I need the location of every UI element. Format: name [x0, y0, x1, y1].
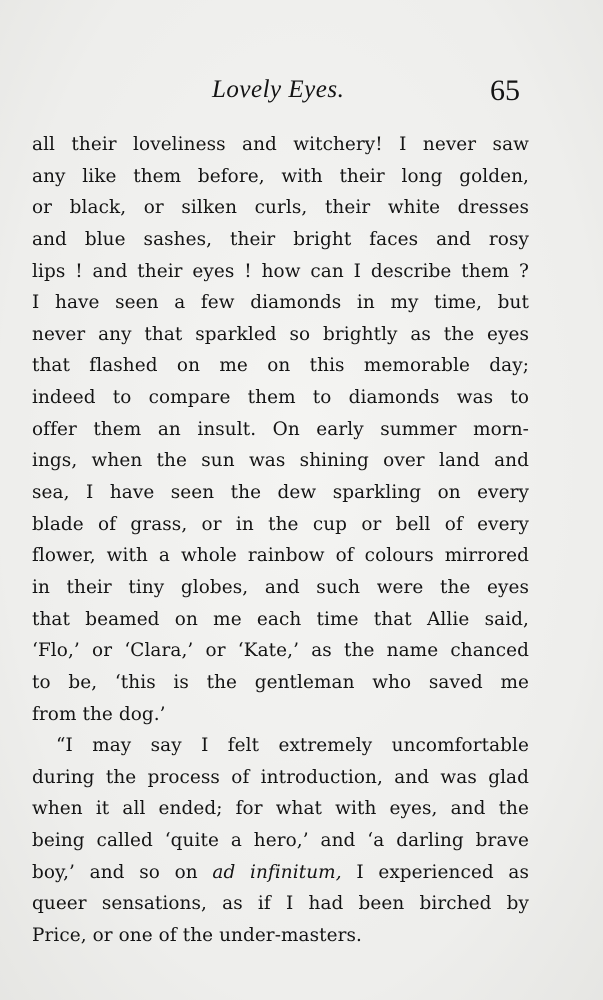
text-line: to be, ‘this is the gentleman who saved me [32, 671, 529, 693]
text-line: lips ! and their eyes ! how can I describe them ? [32, 260, 529, 282]
text-line: flower, with a whole rainbow of colours mirrored [32, 545, 529, 567]
text-line: all their loveliness and witchery! I never saw [32, 134, 529, 155]
text-line: that beamed on me each time that Allie said, [32, 608, 529, 630]
text-line-with-italic [32, 857, 529, 889]
text-segment: boy,’ and so on [32, 861, 198, 883]
body-text [32, 129, 529, 952]
running-title: Lovely Eyes. [212, 76, 345, 103]
text-segment: I experienced as [356, 861, 529, 883]
text-line: indeed to compare them to diamonds was to [32, 387, 529, 409]
text-line: blade of grass, or in the cup or bell of every [32, 513, 529, 535]
text-line: in their tiny globes, and such were the eyes [32, 576, 529, 598]
text-line: when it all ended; for what with eyes, and the [32, 798, 529, 820]
paragraph-start-line: “I may say I felt extremely uncomfortable [56, 735, 529, 757]
page-number: 65 [490, 74, 520, 107]
text-line: ‘Flo,’ or ‘Clara,’ or ‘Kate,’ as the name chanced [32, 640, 529, 662]
text-line: sea, I have seen the dew sparkling on every [32, 482, 529, 504]
text-line: or black, or silken curls, their white dresses [32, 197, 529, 219]
italic-phrase: ad infinitum, [212, 861, 342, 883]
text-line: I have seen a few diamonds in my time, but [32, 292, 529, 314]
text-line: ings, when the sun was shining over land and [32, 450, 529, 472]
text-line: that flashed on me on this memorable day; [32, 355, 529, 377]
text-line: offer them an insult. On early summer morn- [32, 418, 529, 440]
text-line: and blue sashes, their bright faces and rosy [32, 228, 529, 250]
text-line: Price, or one of the under-masters. [32, 925, 363, 947]
text-line: during the process of introduction, and was glad [32, 766, 529, 788]
text-line: being called ‘quite a hero,’ and ‘a darling brave [32, 830, 529, 852]
text-line: never any that sparkled so brightly as the eyes [32, 323, 529, 345]
text-line: any like them before, with their long golden, [32, 165, 529, 187]
running-head [0, 72, 603, 112]
text-line: queer sensations, as if I had been birched by [32, 893, 529, 915]
text-line: from the dog.’ [32, 703, 166, 725]
